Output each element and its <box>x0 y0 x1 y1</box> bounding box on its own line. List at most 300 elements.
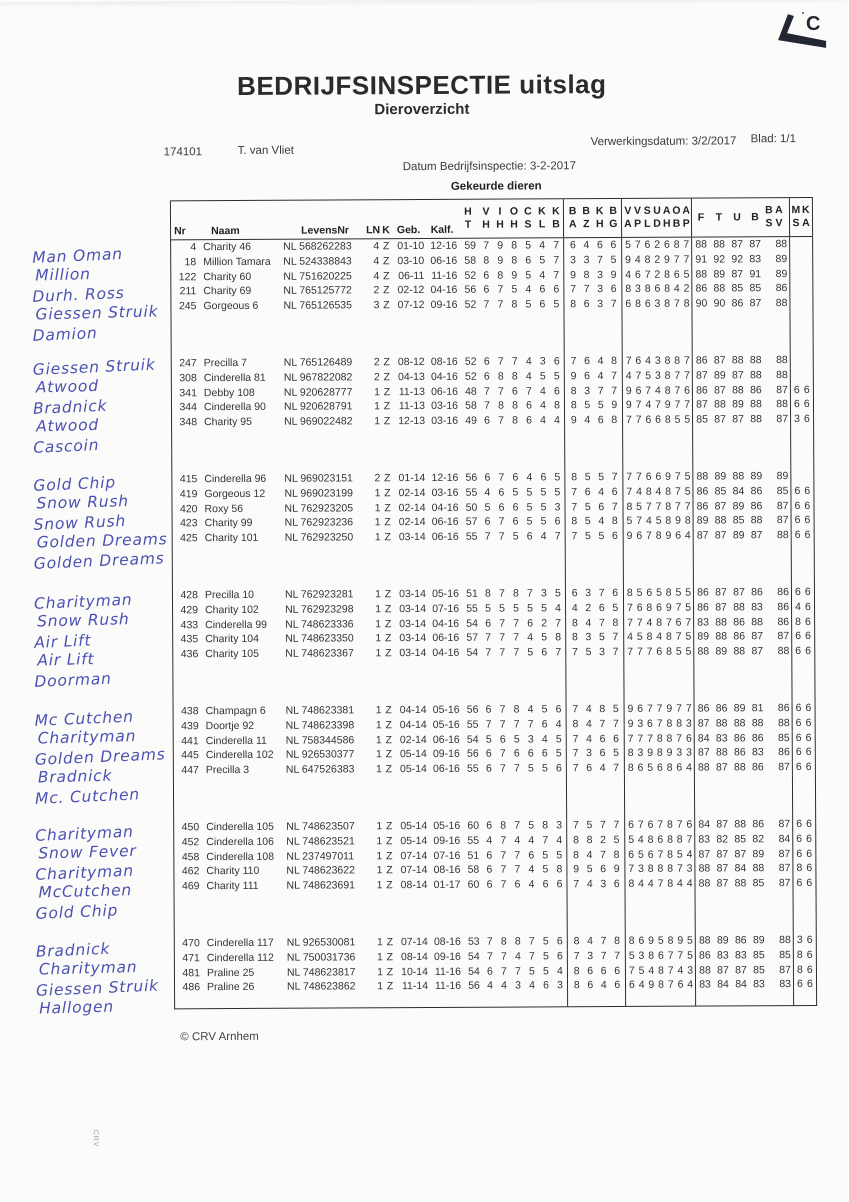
cell-nr: 341 <box>179 386 197 399</box>
cell-scores-2: 9 6 4 7 <box>564 369 622 384</box>
cell-ln: 4 <box>373 269 380 282</box>
handwritten-sire-name: Doorman <box>34 669 113 691</box>
cell-mksa: 6 6 <box>791 585 813 600</box>
cell-scores-3: 6 5 6 7 8 5 4 <box>624 847 694 862</box>
cell-naam: Cinderella 102 <box>205 749 274 762</box>
cell-k: Z <box>385 733 392 746</box>
cell-geb: 11-14 <box>401 980 429 993</box>
cell-naam: Gorgeous 6 <box>203 300 259 313</box>
cell-geb: 02-14 <box>399 733 427 746</box>
cell-scores-1: 7 9 8 5 4 7 <box>483 239 560 252</box>
group-spacer-row <box>173 659 814 704</box>
cell-scores-1: 5 6 5 3 4 5 <box>485 732 562 746</box>
cell-scores-1: 6 7 6 6 6 5 <box>485 747 562 761</box>
cell-ftub-av: 91 92 92 83 89 <box>691 252 789 267</box>
cell-ftub-av: 83 84 84 83 83 <box>695 977 793 992</box>
cell-kalf: 06-16 <box>432 632 460 645</box>
cell-nr: 122 <box>178 270 197 283</box>
cell-scores-2: 7 5 7 7 <box>566 818 624 833</box>
cell-mksa: 3 6 <box>793 933 815 948</box>
cell-kalf: 08-16 <box>433 935 461 948</box>
cell-geb: 03-14 <box>399 647 427 660</box>
cell-naam: Cinderella 11 <box>205 734 267 747</box>
cell-nr: 438 <box>181 705 199 718</box>
cell-scores-3: 7 7 4 8 7 6 7 <box>623 615 693 630</box>
cell-geb: 08-12 <box>397 355 425 369</box>
cell-ln: 2 <box>373 284 380 297</box>
cell-kalf: 05-16 <box>433 819 461 832</box>
cell-nr: 458 <box>181 850 200 863</box>
cell-lev: NL 748623521 <box>286 835 355 848</box>
cell-mksa: 6 6 <box>792 730 814 745</box>
handwritten-sire-name: Golden Dreams <box>33 548 165 573</box>
cell-kalf: 06-16 <box>431 530 459 544</box>
cell-kalf: 03-16 <box>431 400 459 413</box>
cell-mksa: 6 6 <box>792 701 814 716</box>
cell-scores-2: 7 5 3 7 <box>565 645 623 660</box>
cell-scores-3: 5 7 4 5 8 9 8 <box>623 514 693 529</box>
cell-mksa: 6 6 <box>792 876 814 891</box>
cell-scores-3: 7 6 8 6 9 7 5 <box>623 600 693 615</box>
cell-k: Z <box>386 864 393 877</box>
cell-naam: Cinderella 112 <box>206 951 274 964</box>
cell-lev: NL 926530377 <box>285 748 355 762</box>
handwritten-sire-name: Snow Rush <box>36 492 130 513</box>
cell-scores-2: 7 3 6 5 <box>566 746 624 761</box>
cell-scores-3: 5 4 8 6 8 8 7 <box>624 832 694 847</box>
cell-ht: 54 <box>466 617 478 630</box>
cell-naam: Charity 46 <box>203 240 252 254</box>
handwritten-sire-name: Snow Rush <box>36 610 130 631</box>
cell-mksa: 8 6 <box>793 948 815 963</box>
cell-geb: 11-13 <box>398 385 425 398</box>
cell-lev: NL 765126489 <box>283 356 353 369</box>
cell-lev: NL 920628777 <box>283 385 353 399</box>
cell-ht: 57 <box>466 632 479 645</box>
cell-nr: 344 <box>179 401 198 414</box>
cell-nr: 481 <box>182 966 200 979</box>
cell-ln: 1 <box>375 704 382 717</box>
cell-nr: 425 <box>180 532 198 545</box>
cell-nr: 211 <box>179 285 197 298</box>
handwritten-sire-name: Snow Fever <box>38 842 137 863</box>
cell-scores-1: 6 7 7 6 2 7 <box>485 616 562 630</box>
cell-k: Z <box>384 486 391 499</box>
cell-mksa <box>789 252 811 267</box>
cell-k: Z <box>386 950 394 963</box>
cell-k: Z <box>383 356 390 369</box>
cell-kalf: 09-16 <box>430 299 458 312</box>
cell-geb: 05-14 <box>400 834 428 847</box>
cell-lev: NL 748623367 <box>285 647 354 660</box>
cell-scores-2: 7 4 6 6 <box>566 731 624 746</box>
cell-scores-1: 6 7 7 6 5 5 <box>486 848 563 862</box>
crv-logo <box>770 8 832 56</box>
cell-naam: Cinderella 106 <box>206 835 275 848</box>
cell-scores-2: 7 3 7 7 <box>567 949 625 964</box>
cell-mksa: 6 6 <box>791 528 813 543</box>
cell-ftub-av: 87 87 87 89 87 <box>694 847 792 862</box>
cell-geb: 01-10 <box>397 239 425 253</box>
cell-ht: 54 <box>467 950 480 963</box>
annotation-group <box>33 357 184 455</box>
group-spacer-row <box>174 775 815 820</box>
cell-k: Z <box>383 400 391 413</box>
cell-ftub-av: 86 88 85 85 86 <box>691 281 789 296</box>
cell-ln: 3 <box>373 299 380 312</box>
cell-ht: 55 <box>465 530 478 543</box>
cell-ln: 1 <box>375 588 382 601</box>
cell-ftub-av: 86 87 87 86 86 <box>693 585 791 600</box>
cell-ln: 1 <box>376 879 383 892</box>
cell-scores-2: 8 4 7 8 <box>566 847 624 862</box>
cell-scores-2: 8 8 2 5 <box>566 833 624 848</box>
cell-mksa: 6 6 <box>791 513 813 528</box>
cell-geb: 11-13 <box>398 400 426 413</box>
cell-naam: Charity 95 <box>204 416 252 429</box>
cell-k: Z <box>383 415 391 428</box>
copyright-text: © CRV Arnhem <box>180 1030 259 1044</box>
cell-ht: 56 <box>466 703 479 716</box>
handwritten-sire-name: Gold Chip <box>35 900 119 923</box>
cell-kalf: 07-16 <box>432 602 460 615</box>
cell-scores-1: 5 6 6 5 5 3 <box>484 500 561 514</box>
cell-geb: 05-14 <box>399 763 427 776</box>
cell-scores-3: 4 6 7 2 8 6 5 <box>621 267 691 282</box>
cell-ln: 4 <box>373 240 380 253</box>
cell-ln: 1 <box>375 733 382 746</box>
cell-ftub-av: 88 89 87 91 89 <box>691 267 789 282</box>
cell-kalf: 01-17 <box>433 878 461 892</box>
cell-lev: NL 765126535 <box>283 299 353 312</box>
cell-ln: 1 <box>376 763 382 776</box>
cell-mksa <box>789 267 811 282</box>
cell-geb: 07-14 <box>400 935 428 949</box>
cell-ftub-av: 87 88 89 88 88 <box>692 397 790 412</box>
cell-scores-3: 8 3 8 6 8 4 2 <box>621 282 691 297</box>
cell-ftub-av: 86 85 84 86 85 <box>692 484 790 499</box>
cell-k: Z <box>382 240 390 253</box>
annotation-group <box>35 708 186 806</box>
cell-mksa: 6 6 <box>792 817 814 832</box>
cell-scores-3: 4 7 5 3 8 7 7 <box>622 368 692 383</box>
cell-ln: 1 <box>376 820 383 833</box>
cell-ht: 48 <box>465 385 477 398</box>
cell-naam: Cinderella 81 <box>203 371 266 384</box>
cell-ht: 55 <box>467 834 480 847</box>
cell-scores-3: 7 7 7 6 8 5 5 <box>623 645 693 660</box>
cell-geb: 03-14 <box>399 632 427 645</box>
cell-scores-2: 8 5 5 9 <box>564 398 622 413</box>
col-header-ln: LN <box>366 224 381 237</box>
cell-scores-3: 9 7 4 7 9 7 7 <box>622 398 692 413</box>
cell-nr: 469 <box>181 880 200 893</box>
cell-lev: NL 237497011 <box>286 849 355 863</box>
cell-mksa: 6 6 <box>790 484 812 499</box>
cell-lev: NL 647526383 <box>285 763 355 776</box>
cell-geb: 07-14 <box>400 849 428 862</box>
cell-ftub-av: 88 89 86 89 88 <box>695 933 793 948</box>
cell-geb: 12-13 <box>398 415 426 428</box>
cell-ht: 55 <box>466 718 479 731</box>
cell-scores-1: 6 7 6 5 5 6 <box>484 515 561 529</box>
cell-scores-1: 6 7 7 5 5 6 <box>485 762 562 775</box>
cell-geb: 04-14 <box>399 718 427 731</box>
handwritten-sire-name: Charityman <box>35 861 135 884</box>
cell-kalf: 11-16 <box>434 980 462 993</box>
cell-kalf: 08-16 <box>430 355 458 368</box>
cell-lev: NL 967822082 <box>283 371 353 384</box>
cell-lev: NL 748623862 <box>286 980 356 994</box>
cell-scores-1: 6 7 8 4 5 6 <box>485 703 562 716</box>
cell-k: Z <box>383 370 391 383</box>
cell-mksa: 6 6 <box>792 832 814 847</box>
cell-ln: 1 <box>374 501 381 514</box>
cell-naam: Precilla 7 <box>203 356 247 370</box>
cell-k: Z <box>384 632 392 645</box>
cell-scores-3: 7 6 4 3 8 8 7 <box>622 354 692 369</box>
inspection-date: Datum Bedrijfsinspectie: 3-2-2017 <box>402 160 576 174</box>
cell-nr: 433 <box>180 618 199 631</box>
cell-ln: 1 <box>375 617 382 630</box>
cell-scores-1: 7 7 4 7 5 6 <box>486 949 563 963</box>
cell-scores-3: 9 4 8 2 9 7 7 <box>621 252 691 267</box>
handwritten-sire-name: Million <box>35 265 92 285</box>
cell-ht: 58 <box>464 254 477 267</box>
cell-scores-1: 6 8 7 5 8 3 <box>486 819 563 832</box>
cell-scores-2: 8 3 7 7 <box>564 384 622 399</box>
cell-ftub-av: 86 87 89 86 87 <box>692 499 790 514</box>
cell-lev: NL 748623691 <box>286 879 356 892</box>
cell-scores-3: 8 6 9 5 8 9 5 <box>625 933 695 948</box>
cell-geb: 03-14 <box>399 617 427 630</box>
cell-naam: Million Tamara <box>203 255 271 268</box>
cell-ftub-av: 87 88 88 88 88 <box>694 716 792 731</box>
cell-scores-1: 6 7 6 4 6 6 <box>486 878 563 891</box>
cell-scores-3: 7 3 8 8 8 7 3 <box>624 862 694 877</box>
cell-kalf: 03-16 <box>431 486 459 499</box>
handwritten-sire-name: Giessen Struik <box>35 976 160 1000</box>
cell-nr: 308 <box>179 371 197 385</box>
cell-kalf: 06-16 <box>430 254 458 267</box>
cell-geb: 03-14 <box>398 531 426 544</box>
cell-kalf: 09-16 <box>432 748 460 761</box>
cell-lev: NL 762923250 <box>284 531 354 544</box>
cell-scores-3: 7 4 8 4 8 7 5 <box>622 484 692 499</box>
cell-ht: 52 <box>464 370 477 383</box>
cell-kalf: 03-16 <box>431 414 459 428</box>
cell-naam: Precilla 3 <box>205 764 250 777</box>
cell-scores-3: 8 3 9 8 9 3 3 <box>624 746 694 761</box>
cell-ht: 55 <box>465 486 478 499</box>
col-header-scores-3: V V S U A O A A P L D H B P <box>621 199 691 237</box>
cell-mksa <box>789 237 811 252</box>
cell-lev: NL 762923281 <box>284 588 354 601</box>
col-header-geb: Geb. <box>396 224 421 237</box>
cell-lev: NL 762923298 <box>285 603 354 616</box>
cell-k: Z <box>386 879 393 892</box>
cell-kalf: 04-16 <box>432 646 460 660</box>
cell-k: Z <box>386 980 394 993</box>
handwritten-sire-name: Damion <box>32 323 98 345</box>
cell-mksa <box>789 281 811 296</box>
cell-geb: 01-14 <box>398 471 426 485</box>
cell-scores-3: 6 7 6 7 8 7 6 <box>624 818 694 833</box>
cell-ln: 1 <box>374 415 381 428</box>
cell-ht: 56 <box>466 748 479 761</box>
cell-ht: 54 <box>466 646 479 659</box>
cell-k: Z <box>383 299 390 312</box>
cell-scores-3: 8 5 7 7 8 7 7 <box>622 499 692 514</box>
cell-mksa: 3 6 <box>790 412 812 427</box>
cell-lev: NL 969023151 <box>284 472 353 485</box>
handwritten-sire-name: Golden Dreams <box>36 530 168 552</box>
cell-mksa: 6 6 <box>792 846 814 861</box>
cell-nr: 18 <box>184 255 197 269</box>
cell-k: Z <box>386 936 394 949</box>
cell-naam: Cinderella 99 <box>205 618 268 631</box>
page-title: BEDRIJFSINSPECTIE uitslag <box>237 69 607 101</box>
cell-ht: 50 <box>465 501 478 514</box>
cell-scores-2: 6 4 6 6 <box>563 238 621 253</box>
annotation-group <box>34 591 185 689</box>
handwritten-sire-name: Man Oman <box>31 244 124 267</box>
cell-lev: NL 762923236 <box>284 516 354 530</box>
cell-scores-1: 7 8 8 6 4 8 <box>484 399 560 413</box>
cell-ftub-av: 86 83 83 85 85 <box>695 948 793 963</box>
cell-kalf: 12-16 <box>431 471 459 484</box>
handwritten-sire-name: Air Lift <box>37 650 95 670</box>
cell-nr: 4 <box>190 241 197 254</box>
cell-ln: 1 <box>375 748 382 761</box>
cell-scores-3: 8 5 6 5 8 5 5 <box>623 586 693 601</box>
cell-lev: NL 748623622 <box>286 864 355 878</box>
cell-ht: 49 <box>465 414 477 427</box>
cell-ln: 1 <box>376 864 383 877</box>
cell-scores-1: 7 7 7 4 5 8 <box>485 631 562 645</box>
cell-ftub-av: 87 89 87 88 88 <box>692 368 790 383</box>
handwritten-sire-name: Charityman <box>38 958 138 979</box>
handwritten-sire-name: Cascoin <box>32 435 100 457</box>
cell-geb: 07-12 <box>397 299 425 312</box>
cell-geb: 06-11 <box>398 269 425 282</box>
cell-geb: 08-14 <box>400 879 428 892</box>
side-margin-text: CRV <box>91 1129 99 1148</box>
processing-date: Verwerkingsdatum: 3/2/2017 <box>590 135 737 149</box>
cell-ln: 1 <box>375 602 382 616</box>
cell-scores-3: 9 6 7 8 9 6 4 <box>623 529 693 544</box>
cell-mksa: 6 6 <box>790 499 812 514</box>
cell-geb: 02-12 <box>397 284 425 297</box>
cell-ht: 56 <box>464 284 477 297</box>
handwritten-sire-name: Air Lift <box>33 631 92 652</box>
cell-k: Z <box>386 834 393 847</box>
cell-scores-3: 7 7 6 6 9 7 5 <box>622 470 692 485</box>
annotation-group <box>33 473 184 571</box>
cell-scores-2: 7 4 8 5 <box>566 702 624 717</box>
cell-ln: 1 <box>377 965 383 978</box>
cell-scores-1: 7 7 8 5 6 5 <box>483 298 560 311</box>
cell-nr: 445 <box>181 749 199 762</box>
cell-lev: NL 969023199 <box>284 487 353 500</box>
cell-k: Z <box>385 763 393 776</box>
cell-ht: 57 <box>465 516 478 529</box>
cell-ftub-av: 83 82 85 82 84 <box>694 832 792 847</box>
cell-kalf: 04-16 <box>431 501 459 514</box>
cell-nr: 470 <box>182 937 200 950</box>
cell-ln: 1 <box>376 950 383 963</box>
handwritten-sire-name: Bradnick <box>32 396 108 418</box>
cell-scores-3: 7 7 7 8 8 7 6 <box>624 731 694 746</box>
cell-ln: 1 <box>375 718 382 731</box>
cell-mksa <box>790 368 812 383</box>
group-spacer-row <box>173 543 814 588</box>
cell-naam: Champagn 6 <box>205 704 266 718</box>
col-header-mksa: M K S A <box>789 198 811 236</box>
cell-scores-1: 6 7 8 6 4 4 <box>484 414 561 427</box>
cell-k: Z <box>384 617 392 630</box>
group-spacer-row <box>175 891 816 936</box>
group-spacer-row <box>172 427 813 472</box>
cell-naam: Charity 110 <box>206 865 260 878</box>
cell-ht: 60 <box>467 819 480 832</box>
cell-lev: NL 748623507 <box>286 820 355 833</box>
cell-scores-3: 5 3 8 6 7 7 5 <box>625 948 695 963</box>
svg-text:C: C <box>805 12 821 35</box>
cell-k: Z <box>385 647 392 660</box>
cell-scores-2: 7 5 5 6 <box>565 529 623 544</box>
cell-ftub-av: 89 88 86 87 87 <box>693 629 791 644</box>
cell-ftub-av: 85 87 87 88 87 <box>692 412 790 427</box>
cell-ftub-av: 88 87 84 88 87 <box>694 861 792 876</box>
cell-nr: 423 <box>180 517 198 530</box>
col-header-naam: Naam <box>211 224 240 238</box>
cell-ln: 1 <box>376 936 383 949</box>
cell-scores-2: 8 4 7 8 <box>565 616 623 631</box>
cell-nr: 435 <box>180 633 199 646</box>
cell-ht: 56 <box>468 980 480 993</box>
cell-k: Z <box>385 748 393 761</box>
farm-number: 174101 <box>163 146 203 159</box>
cell-scores-2: 6 3 7 6 <box>565 586 623 601</box>
cell-ht: 55 <box>467 762 479 775</box>
cell-mksa: 6 6 <box>792 745 814 760</box>
cell-scores-1: 7 7 7 7 6 4 <box>485 718 562 731</box>
cell-nr: 348 <box>179 416 198 429</box>
cell-naam: Precilla 10 <box>204 588 255 602</box>
cell-ht: 52 <box>464 269 477 282</box>
cell-lev: NL 920628791 <box>283 400 353 414</box>
cell-kalf: 06-16 <box>432 733 460 746</box>
cell-lev: NL 750031736 <box>286 951 356 964</box>
cell-lev: NL 762923205 <box>284 501 354 515</box>
col-header-ht: H T <box>464 205 472 231</box>
cell-k: Z <box>386 965 394 978</box>
handwritten-sire-name: Mc Cutchen <box>34 707 135 730</box>
cell-mksa: 6 6 <box>792 716 814 731</box>
cell-ln: 1 <box>375 632 382 645</box>
cell-mksa: 8 6 <box>791 615 813 630</box>
cell-lev: NL 748623336 <box>285 617 354 631</box>
cell-ln: 4 <box>373 255 380 268</box>
cell-scores-2: 7 6 4 8 <box>564 354 622 369</box>
cell-geb: 05-14 <box>400 819 428 833</box>
cell-mksa: 6 6 <box>793 977 815 992</box>
cell-ln: 2 <box>374 472 381 485</box>
cell-mksa: 6 6 <box>790 397 812 412</box>
cell-lev: NL 748623817 <box>286 965 356 979</box>
cell-nr: 450 <box>181 821 200 834</box>
